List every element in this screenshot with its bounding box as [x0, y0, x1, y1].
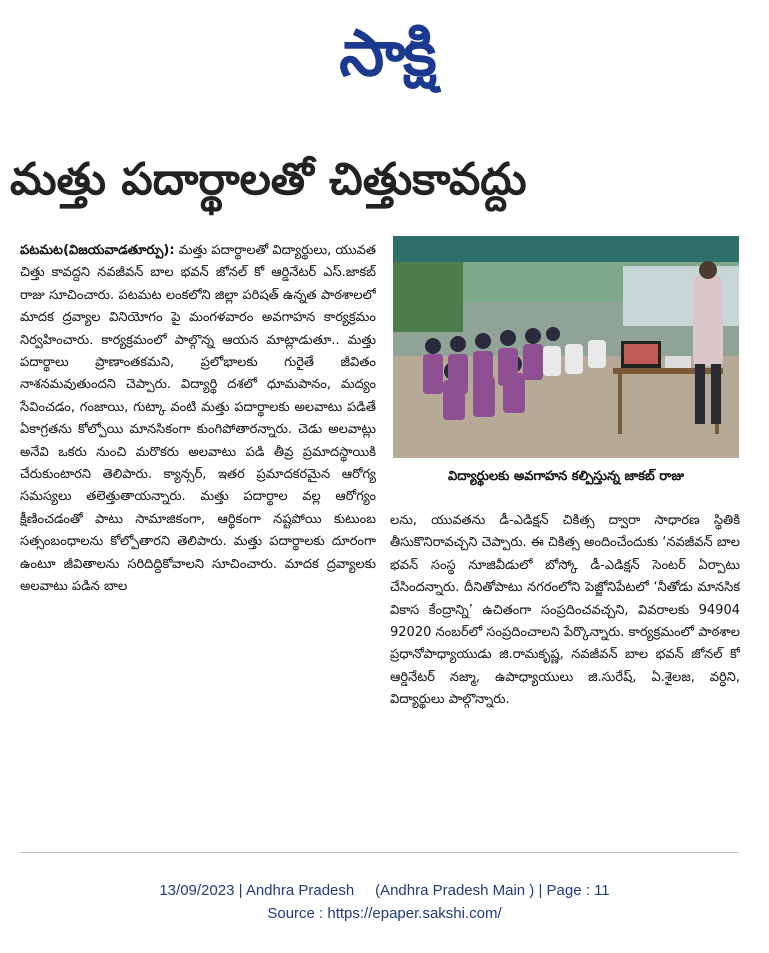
- article-column-left: [20, 240, 376, 840]
- footer-divider: [20, 852, 738, 853]
- dateline: పటమట(విజయవాడతూర్పు):: [20, 243, 175, 258]
- photo-caption: విద్యార్థులకు అవగాహన కల్పిస్తున్న జాకబ్ రాజు: [447, 469, 685, 484]
- footer-source-link[interactable]: Source : https://epaper.sakshi.com/: [267, 905, 502, 922]
- article-photo: [393, 236, 739, 458]
- left-column-text: మత్తు పదార్థాలతో విద్యార్థులు, యువత చిత్తు కావద్దని నవజీవన్ బాల భవన్ జోనల్ కో ఆర్డినేటర్ ఎస్.జాకబ్ రాజు సూచించారు. పటమట లంకలోని జిల్లా పరిషత్ ఉన్నత పాఠశాలలో మాదక ద్రవ్యాల వినియోగం పై మంగళవారం అవగాహన కార్యక్రమం నిర్వహించారు. కార్యక్రమంలో పాల్గొన్న ఆయన మాట్లాడుతూ.. మత్తు పదార్థాలు ప్రాణాంతకమని, ప్రలోభాలకు గురైతే జీవితం నాశనమవుతుందని చెప్పారు. విద్యార్థి దశలో ధూమపానం, మద్యం సేవించడం, గంజాయి, గుట్కా వంటి మత్తు పదార్థాలకు అలవాటు పడితే ఏకాగ్రతను కోల్పోయి మానసికంగా కుంగిపోతారన్నారు. చెడు అలవాట్లు అనేవి ఒకరు నుంచి మరొకరు అలవాటు పడి తీవ్ర ప్రమాదస్థాయికి చేరుకుంటారని తెలిపారు. క్యాన్సర్, ఇతర ప్రమాదకరమైన ఆరోగ్య సమస్యలు తలెత్తుతాయన్నారు. మత్తు పదార్థాల వల్ల ఆరోగ్యం క్షీణించడంతో పాటు సామాజికంగా, ఆర్థికంగా నష్టపోయి కుటుంబ సత్సంబంధాలను కోల్పోతారని తెలిపారు. మత్తు పదార్థాలకు దూరంగా ఉంటూ జీవితాలను సరిదిద్దికోవాలని సూచించారు. మాదక ద్రవ్యాలకు అలవాటు పడిన బాల: [20, 243, 376, 595]
- article-column-right: [390, 510, 740, 840]
- logo-text: సాక్షి: [339, 17, 435, 91]
- footer-publication-info: 13/09/2023 | Andhra Pradesh (Andhra Pradesh Main ) | Page : 11: [159, 882, 610, 899]
- right-column-text: లను, యువతను డీ-ఎడిక్షన్ చికిత్స ద్వారా సాధారణ స్థితికి తీసుకొనిరావచ్చని చెప్పారు. ఈ చికిత్స అందించేందుకు ‘నవజీవన్ బాల భవన్ సంస్థ నూజివీడులో బోస్కో డీ-ఎడిక్షన్ సెంటర్ ఏర్పాటు చేసిందన్నారు. దీనితోపాటు నగరంలోని పెజ్జోనిపేటలో ‘నీతోడు మానసిక వికాస కేంద్రాన్ని’ ఉచితంగా సంప్రదించవచ్చని, వివరాలకు 94904 92020 నంబర్‌లో సంప్రదించాలని పేర్కొన్నారు. కార్యక్రమంలో పాఠశాల ప్రధానోపాధ్యాయుడు జి.రామకృష్ణ, నవజీవన్ బాల భవన్ జోనల్ కో ఆర్డినేటర్ నజ్మా, ఉపాధ్యాయులు జి.సురేష్, ఏ.శైలజ, వర్ధిని, విద్యార్థులు పాల్గొన్నారు.: [390, 513, 740, 708]
- sakshi-logo: [282, 14, 492, 94]
- classroom-photo-illustration: [393, 236, 739, 458]
- article-headline: మత్తు పదార్థాలతో చిత్తుకావద్దు: [10, 154, 527, 205]
